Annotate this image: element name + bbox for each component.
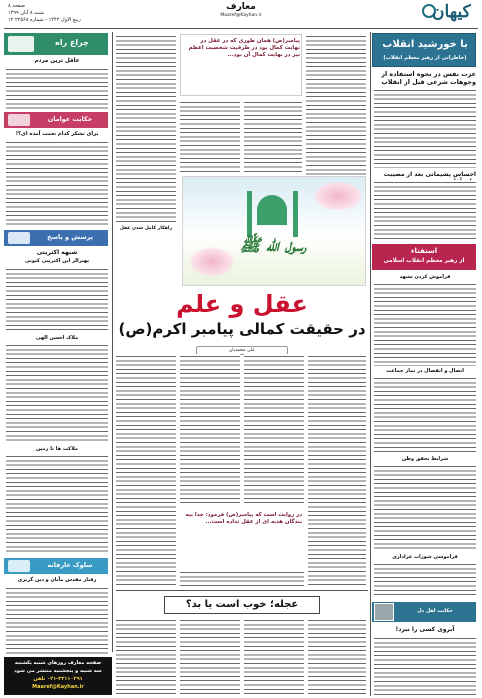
issue-line: ۱۲ ربیع الاول ۱۴۴۲ - شماره ۲۲۵۶۸ xyxy=(8,17,81,23)
kayhan-logo xyxy=(420,2,476,26)
question-title: شرایط تحقق وطن xyxy=(401,456,449,462)
section-website: Maaref@Kayhan.ir xyxy=(220,13,262,18)
article-body xyxy=(180,100,240,172)
article-body xyxy=(6,454,108,554)
footer-notice xyxy=(4,657,112,695)
article-body xyxy=(308,618,366,696)
qa-box-title: پرسش و پاسخ xyxy=(47,233,93,241)
article-title: عاقل ترین مردم xyxy=(34,58,80,64)
story-title: آبروی کسی را نبرد! xyxy=(395,626,455,633)
article-title: ملاک احسن الهی xyxy=(35,335,79,341)
article-body xyxy=(180,354,240,506)
minaret-icon xyxy=(247,191,252,237)
article-body xyxy=(116,618,176,696)
fatwa-box-title: استفتاء xyxy=(410,247,438,255)
question-body xyxy=(374,376,476,454)
dome-icon xyxy=(257,195,287,225)
bottom-quote: در روایت است که پیامبر(ص) فرمود: خدا بیه بندگان هدیه ای از عقل نداده است... xyxy=(185,512,302,525)
memoir-box-subtitle: (خاطراتی از رهبر معظم انقلاب) xyxy=(383,55,467,61)
header-rule xyxy=(4,28,478,29)
question-title: فراموش کردن تشهد xyxy=(399,274,451,280)
right-column xyxy=(372,30,480,698)
flower-decoration xyxy=(313,181,363,211)
article-body xyxy=(180,570,304,586)
qa-icon xyxy=(8,232,30,244)
footer-phone: ۰۲۱-۳۳۱۱۰۲۹۱ تلفن xyxy=(33,676,83,682)
logo-text: کیهان xyxy=(432,2,471,22)
article-body xyxy=(6,267,108,333)
fatwa-box-subtitle: از رهبر معظم انقلاب اسلامی xyxy=(383,258,465,264)
article-body xyxy=(116,34,176,224)
question-title: اتصال و انفصال در نماز جماعت xyxy=(386,368,464,374)
lamp-box-title: چراغ راه xyxy=(55,38,89,47)
folk-icon xyxy=(8,114,30,126)
article-body xyxy=(244,100,302,172)
memoir-box-title: با خورشید انقلاب xyxy=(382,39,468,50)
sub-heading: راهکار کامل شدن عقل xyxy=(119,226,173,231)
article-body xyxy=(374,180,476,240)
bottom-quote-box xyxy=(180,510,304,568)
article-subtitle: بهترالز این اکثریتی کنونی xyxy=(24,258,90,264)
section-rule xyxy=(116,590,368,591)
footer-email[interactable]: Maaref@Kayhan.ir xyxy=(32,684,84,690)
article-title: برای تشکر کدام نعمت آمده ای؟! xyxy=(15,131,99,137)
left-column xyxy=(4,30,110,698)
column-divider xyxy=(370,32,371,696)
section-title: معارف xyxy=(226,2,256,12)
question-title: فراموشی شورات عزاداری xyxy=(392,554,458,560)
header xyxy=(0,0,482,30)
article-title: احساس پشیمانی بعد از مصیبت xyxy=(383,171,476,178)
question-body xyxy=(374,282,476,366)
bottom-title-box xyxy=(164,596,320,614)
mystic-box-title: سلوک عارفانه xyxy=(47,561,93,569)
question-body xyxy=(374,464,476,552)
page-number: صفحه ۸ xyxy=(8,3,25,9)
minaret-icon xyxy=(293,191,298,237)
article-body xyxy=(6,140,108,226)
top-quote: پیامبر(ص) همان طوری که در عقل در نهایت کمال بود در ظرفیت شخصیت اعظم نیز در نهایت کمال آن بود... xyxy=(188,38,300,58)
article-title: رفتار مقدس مآبان و دین گریزی xyxy=(17,577,97,583)
author-label: حکایت اهل دل xyxy=(417,608,453,614)
bottom-title: عجله؛ خوب است یا بد؟ xyxy=(185,599,299,610)
question-body xyxy=(374,562,476,598)
mystic-box-header xyxy=(4,558,108,574)
lamp-box-header xyxy=(4,33,108,55)
fatwa-box-header xyxy=(372,244,476,270)
folk-box-title: حکایت عوامان xyxy=(47,115,93,123)
article-body xyxy=(116,354,176,586)
article-body xyxy=(244,354,304,506)
article-title: شبهه اکثریتی xyxy=(36,249,78,256)
memoir-box-header xyxy=(372,33,476,67)
calligraphy-text: رسول الله ﷺ xyxy=(239,236,307,256)
mystic-icon xyxy=(8,560,30,572)
article-body xyxy=(308,354,366,586)
lamp-icon xyxy=(8,36,34,52)
center-section xyxy=(116,30,368,698)
top-quote-box xyxy=(180,34,302,96)
footer-line: سه شنبه و پنجشنبه منتشر می شود xyxy=(14,668,102,674)
main-title: عقل و علم xyxy=(176,290,308,318)
date-line: شنبه ۸ آبان ۱۳۹۹ xyxy=(8,10,45,16)
author-photo xyxy=(374,603,394,621)
author-box xyxy=(372,602,476,622)
folk-box-header xyxy=(4,112,108,128)
article-body xyxy=(6,586,108,654)
article-body xyxy=(180,618,240,696)
article-body xyxy=(6,67,108,109)
byline: علی محمدیان xyxy=(196,346,288,355)
main-subtitle: در حقیقت کمالی پیامبر اکرم(ص) xyxy=(118,320,366,338)
article-title: ملاکت ها تا زمین xyxy=(36,446,78,452)
article-body xyxy=(374,88,476,168)
column-divider xyxy=(112,32,113,652)
mosque-calligraphy-image xyxy=(182,176,366,286)
article-body xyxy=(6,343,108,443)
article-body xyxy=(244,618,304,696)
qa-box-header xyxy=(4,230,108,246)
footer-line: صفحه معارف روزهای شنبه یکشنبه xyxy=(14,660,102,666)
article-title: عزت نفس در نحوه استفاده از وجوهات شرعی قبل از انقلاب xyxy=(381,70,476,86)
story-body xyxy=(374,636,476,698)
